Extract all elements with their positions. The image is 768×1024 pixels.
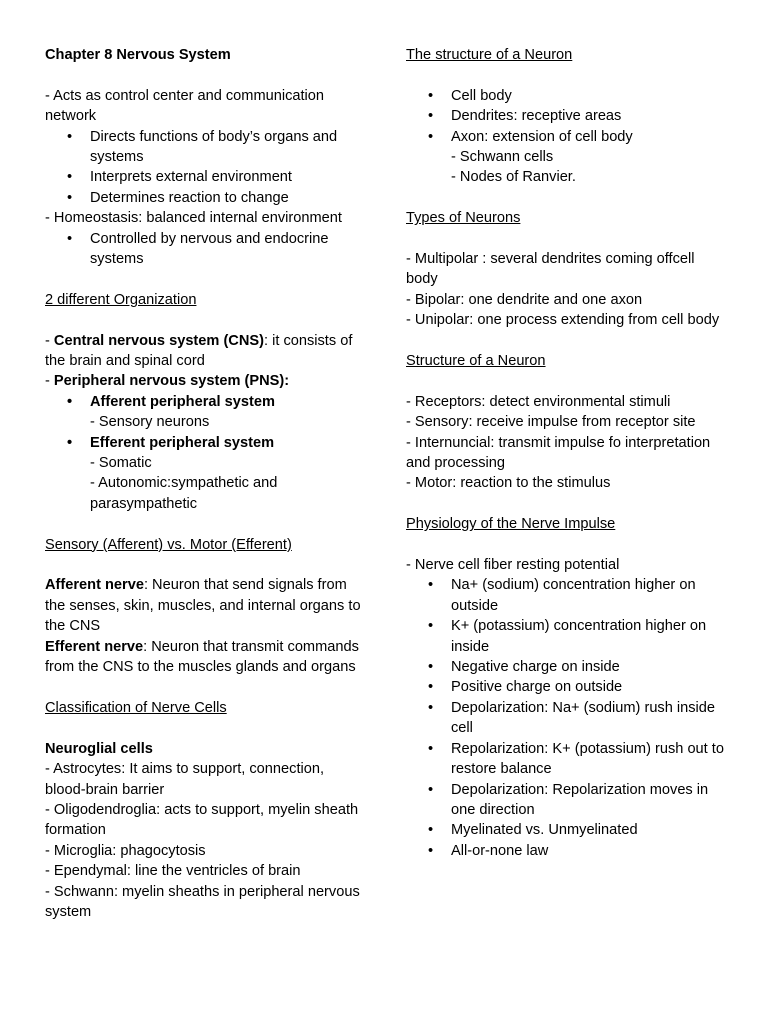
neuroglial-line: - Microglia: phagocytosis	[45, 842, 206, 859]
physiology-bullet: • Na+ (sodium) concentration higher on outside	[406, 575, 726, 616]
physiology-bullet: • K+ (potassium) concentration higher on inside	[406, 616, 726, 657]
physiology-bullet: • Positive charge on outside	[406, 677, 726, 697]
cns-term: Central nervous system (CNS)	[53, 332, 264, 349]
pns-term: Peripheral nervous system (PNS):	[53, 373, 290, 390]
types-line: - Unipolar: one process extending from cell body	[406, 312, 720, 329]
pns-bullet-list	[45, 392, 367, 412]
intro-bullet: • Interprets external environment	[45, 167, 367, 187]
right-column	[406, 45, 726, 861]
structure-bullet: • Cell body	[406, 86, 726, 106]
physiology-bullet: • Repolarization: K+ (potassium) rush out to restore balance	[406, 739, 726, 780]
structure-heading: The structure of a Neuron	[406, 47, 573, 63]
chapter-title: Chapter 8 Nervous System	[45, 47, 231, 63]
afferent-system-bullet: • Afferent peripheral system	[45, 392, 367, 412]
intro-line: - Acts as control center and communication network	[45, 87, 325, 125]
efferent-nerve-term: Efferent nerve	[45, 638, 144, 655]
cns-line	[45, 331, 367, 372]
physiology-bullet: • Myelinated vs. Unmyelinated	[406, 820, 726, 840]
pns-prefix: -	[45, 373, 54, 390]
homeostasis-bullet: • Controlled by nervous and endocrine systems	[45, 229, 367, 270]
axon-sub-line: - Nodes of Ranvier.	[451, 169, 576, 186]
types-line: - Multipolar : several dendrites coming offcell body	[406, 251, 695, 288]
physiology-bullet-list	[406, 575, 726, 861]
sensory-motor-heading: Sensory (Afferent) vs. Motor (Efferent)	[45, 536, 292, 553]
neuroglial-line: - Oligodendroglia: acts to support, myelin sheath formation	[45, 801, 359, 839]
structure2-line: - Motor: reaction to the stimulus	[406, 475, 611, 492]
intro-bullet: • Directs functions of body’s organs and systems	[45, 127, 367, 168]
pns-line	[45, 371, 367, 391]
cns-description: : it consists of the brain and spinal cord	[45, 332, 353, 370]
neuroglial-line: - Ependymal: line the ventricles of brain	[45, 863, 301, 880]
classification-heading: Classification of Nerve Cells	[45, 699, 227, 716]
organization-heading: 2 different Organization	[45, 291, 197, 308]
cns-prefix: -	[45, 332, 54, 349]
physiology-bullet: • All-or-none law	[406, 841, 726, 861]
neuroglial-heading: Neuroglial cells	[45, 740, 153, 757]
physiology-bullet: • Depolarization: Repolarization moves in one direction	[406, 780, 726, 821]
intro-bullet: • Determines reaction to change	[45, 188, 367, 208]
neuroglial-line: - Astrocytes: It aims to support, connection, blood-brain barrier	[45, 761, 325, 798]
structure-bullet-list	[406, 86, 726, 147]
afferent-nerve-paragraph	[45, 575, 367, 636]
homeostasis-line: - Homeostasis: balanced internal environment	[45, 210, 342, 227]
pns-bullet-list-2	[45, 433, 367, 453]
physiology-heading: Physiology of the Nerve Impulse	[406, 516, 616, 533]
left-column	[45, 45, 367, 922]
structure2-line: - Internuncial: transmit impulse fo interpretation and processing	[406, 434, 711, 472]
types-line: - Bipolar: one dendrite and one axon	[406, 291, 643, 308]
afferent-sub-line: - Sensory neurons	[90, 414, 210, 431]
intro-bullet-list	[45, 127, 367, 209]
neuroglial-line: - Schwann: myelin sheaths in peripheral nervous system	[45, 883, 360, 920]
afferent-nerve-definition: : Neuron that send signals from the senses, skin, muscles, and internal organs to the CNS	[45, 577, 361, 635]
types-heading: Types of Neurons	[406, 210, 521, 227]
structure-bullet: • Axon: extension of cell body	[406, 127, 726, 147]
efferent-sub-line: - Somatic	[90, 455, 152, 472]
efferent-sub-line: - Autonomic:sympathetic and parasympathetic	[90, 475, 278, 512]
structure2-line: - Sensory: receive impulse from receptor site	[406, 414, 696, 431]
physiology-bullet: • Depolarization: Na+ (sodium) rush inside cell	[406, 698, 726, 739]
efferent-nerve-paragraph	[45, 637, 367, 678]
physiology-bullet: • Negative charge on inside	[406, 657, 726, 677]
efferent-system-bullet: • Efferent peripheral system	[45, 433, 367, 453]
structure2-line: - Receptors: detect environmental stimuli	[406, 393, 671, 410]
axon-sub-line: - Schwann cells	[451, 149, 554, 166]
structure-bullet: • Dendrites: receptive areas	[406, 106, 726, 126]
structure2-heading: Structure of a Neuron	[406, 353, 546, 370]
homeostasis-bullet-list	[45, 229, 367, 270]
efferent-nerve-definition: : Neuron that transmit commands from the CNS to the muscles glands and organs	[45, 638, 359, 676]
physiology-intro: - Nerve cell fiber resting potential	[406, 557, 620, 574]
afferent-nerve-term: Afferent nerve	[45, 577, 144, 594]
